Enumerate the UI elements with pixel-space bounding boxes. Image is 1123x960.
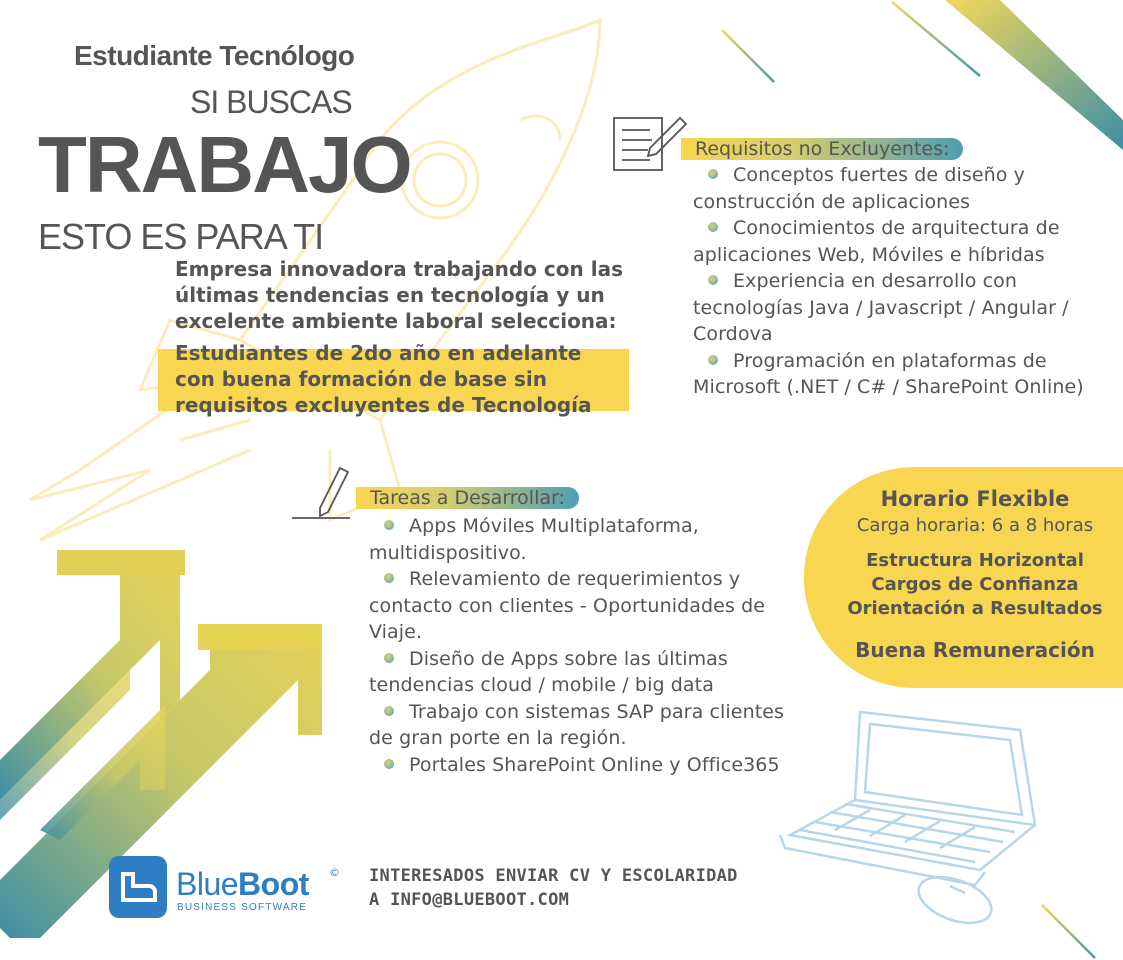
remuneracion-text: Buena Remuneración [855, 638, 1095, 662]
logo-icon [109, 856, 167, 918]
pencil-icon [292, 468, 350, 518]
bullet-icon [384, 706, 394, 716]
intro-highlight: Estudiantes de 2do año en adelante con buena formación de base sin requisitos excluyentes de Tecnología [175, 341, 592, 417]
bullet-icon [708, 275, 718, 285]
requisitos-heading [681, 138, 963, 160]
list-item [369, 699, 789, 752]
hero-subtitle: Estudiante Tecnólogo [74, 40, 355, 71]
orientacion-text: Orientación a Resultados [847, 598, 1103, 619]
cargos-text: Cargos de Confianza [871, 574, 1079, 595]
hero-headline: TRABAJO [38, 120, 411, 209]
contact-info [369, 864, 738, 912]
laptop-illustration [780, 712, 1035, 885]
estructura-text: Estructura Horizontal [866, 550, 1084, 571]
intro-text: Empresa innovadora trabajando con las últimas tendencias en tecnología y un excelente ambiente laboral selecciona: [175, 257, 623, 333]
list-item-text: Apps Móviles Multiplataforma, multidispositivo. [369, 515, 699, 564]
document-pen-icon [614, 118, 686, 170]
corner-line [1042, 905, 1095, 958]
list-item-text: Programación en plataformas de Microsoft (.NET / C# / SharePoint Online) [693, 349, 1084, 398]
mouse-illustration [912, 868, 997, 932]
list-item-text: Conocimientos de arquitectura de aplicaciones Web, Móviles e híbridas [693, 217, 1060, 266]
bullet-icon [384, 573, 394, 583]
horario-detail: Carga horaria: 6 a 8 horas [856, 515, 1094, 536]
logo-wordmark [176, 866, 309, 903]
list-item-text: Experiencia en desarrollo con tecnologías Java / Javascript / Angular / Cordova [693, 270, 1069, 345]
list-item-text: Portales SharePoint Online y Office365 [409, 753, 780, 776]
list-item [693, 162, 1113, 215]
contact-email[interactable]: A INFO@BLUEBOOT.COM [369, 890, 570, 910]
list-item-text: Diseño de Apps sobre las últimas tendencias cloud / mobile / big data [369, 647, 728, 696]
corner-stripe [722, 0, 1123, 150]
list-item [693, 348, 1113, 401]
logo-name-2: Boot [238, 866, 309, 902]
list-item [369, 646, 789, 699]
bullet-icon [384, 759, 394, 769]
hero-line-1: SI BUSCAS [190, 84, 352, 120]
list-item [693, 215, 1113, 268]
requisitos-title: Requisitos no Excluyentes: [681, 138, 963, 160]
list-item-text: Conceptos fuertes de diseño y construcción de aplicaciones [693, 164, 1026, 213]
tareas-heading [356, 487, 579, 509]
horario-title: Horario Flexible [880, 487, 1070, 511]
list-item [369, 566, 789, 646]
bullet-icon [708, 355, 718, 365]
tareas-list [369, 513, 789, 778]
logo-tagline: BUSINESS SOFTWARE [177, 902, 308, 913]
bullet-icon [384, 520, 394, 530]
bullet-icon [708, 222, 718, 232]
tareas-title: Tareas a Desarrollar: [356, 487, 579, 509]
copyright-mark: © [329, 866, 340, 879]
list-item [693, 268, 1113, 348]
bullet-icon [384, 653, 394, 663]
list-item-text: Relevamiento de requerimientos y contacto con clientes - Oportunidades de Viaje. [369, 568, 766, 643]
hero-line-3: ESTO ES PARA TI [38, 216, 324, 257]
list-item [369, 513, 789, 566]
contact-line-1: INTERESADOS ENVIAR CV Y ESCOLARIDAD [369, 866, 738, 886]
list-item-text: Trabajo con sistemas SAP para clientes de gran porte en la región. [369, 700, 785, 749]
bullet-icon [708, 169, 718, 179]
list-item [369, 752, 789, 779]
logo-name-1: Blue [176, 866, 239, 902]
requisitos-list [693, 162, 1113, 401]
